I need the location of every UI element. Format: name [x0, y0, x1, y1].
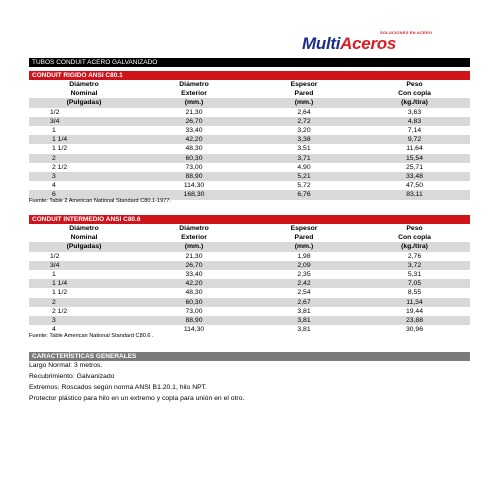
general-line: Recubrimiento: Galvanizado — [29, 373, 115, 380]
brand-tagline: SOLUCIONES EN ACERO — [380, 30, 433, 35]
header-cell: Diámetro — [179, 81, 209, 88]
wall-thickness-cell: 2,09 — [249, 261, 359, 270]
nominal-diameter-cell: 2 — [29, 298, 139, 307]
weight-cell: 3,63 — [407, 108, 422, 116]
brand-name — [302, 34, 396, 54]
header-cell: Exterior — [181, 90, 207, 98]
wall-thickness-cell: 3,38 — [249, 135, 359, 144]
table-header-row — [29, 89, 470, 98]
header-cell: (Pulgadas) — [29, 242, 139, 251]
outer-diameter-cell: 60,30 — [139, 154, 249, 163]
outer-diameter-cell: 168,30 — [139, 190, 249, 199]
table-header-row — [29, 224, 470, 233]
table-row — [29, 298, 470, 307]
table-row — [29, 163, 470, 172]
weight-cell: 30,96 — [405, 326, 423, 334]
table-row — [29, 288, 470, 297]
outer-diameter-cell: 48,30 — [185, 289, 203, 297]
table-row — [29, 172, 470, 181]
header-cell: Espesor — [290, 81, 318, 88]
wall-thickness-cell: 6,76 — [249, 190, 359, 199]
table-header-row — [29, 233, 470, 242]
outer-diameter-cell: 88,90 — [139, 172, 249, 181]
outer-diameter-cell: 88,90 — [139, 316, 249, 325]
weight-cell: 8,55 — [407, 289, 422, 297]
header-cell: (kg./tira) — [359, 242, 470, 251]
header-cell: (Pulgadas) — [29, 98, 139, 107]
nominal-diameter-cell: 1/2 — [50, 108, 60, 116]
wall-thickness-cell: 2,72 — [249, 117, 359, 126]
table-row — [29, 108, 470, 117]
general-line: Largo Normal: 3 metros. — [29, 362, 103, 369]
nominal-diameter-cell: 2 1/2 — [52, 163, 68, 171]
section-heading-general: CARACTERÍSTICAS GENERALES — [29, 352, 470, 361]
header-cell: (kg./tira) — [359, 98, 470, 107]
outer-diameter-cell: 21,30 — [185, 108, 203, 116]
weight-cell: 47,50 — [405, 182, 423, 190]
source-note-rigido: Fuente: Table 2 American National Standard C80.1-1977. — [29, 198, 172, 204]
source-note-intermedio: Fuente: Table American National Standard C80.6 . — [29, 333, 154, 339]
weight-cell: 9,72 — [359, 135, 470, 144]
table-header-row — [29, 98, 470, 107]
table-row — [29, 270, 470, 279]
weight-cell: 23,88 — [359, 316, 470, 325]
brand-logo — [302, 30, 470, 56]
header-cell: (mm.) — [249, 242, 359, 251]
nominal-diameter-cell: 2 — [29, 154, 139, 163]
table-row — [29, 117, 470, 126]
nominal-diameter-cell: 1 1/2 — [52, 145, 68, 153]
general-line: Protector plástico para hilo en un extremo y copla para unión en el otro. — [29, 395, 245, 402]
nominal-diameter-cell: 6 — [29, 190, 139, 199]
outer-diameter-cell: 21,30 — [185, 252, 203, 260]
brand-name-part2: Aceros — [340, 34, 396, 53]
table-row — [29, 181, 470, 190]
table-row — [29, 144, 470, 153]
wall-thickness-cell: 3,81 — [297, 326, 311, 334]
weight-cell: 83,11 — [359, 190, 470, 199]
wall-thickness-cell: 3,20 — [297, 127, 311, 135]
table-row — [29, 135, 470, 144]
outer-diameter-cell: 26,70 — [139, 117, 249, 126]
table-intermedio — [29, 224, 470, 334]
wall-thickness-cell: 1,98 — [297, 252, 311, 260]
nominal-diameter-cell: 2 1/2 — [52, 307, 68, 315]
header-cell: (mm.) — [139, 98, 249, 107]
wall-thickness-cell: 3,71 — [249, 154, 359, 163]
header-cell: Nominal — [70, 90, 98, 98]
header-cell: Diámetro — [69, 225, 99, 232]
weight-cell: 7,14 — [407, 127, 422, 135]
weight-cell: 4,83 — [359, 117, 470, 126]
wall-thickness-cell: 3,81 — [249, 316, 359, 325]
nominal-diameter-cell: 1 — [52, 271, 56, 279]
general-line: Extremos: Roscados según norma ANSI B1.20.1, hilo NPT. — [29, 384, 207, 391]
outer-diameter-cell: 42,20 — [139, 279, 249, 288]
outer-diameter-cell: 114,30 — [183, 326, 205, 334]
table-row — [29, 316, 470, 325]
outer-diameter-cell: 73,00 — [185, 163, 203, 171]
weight-cell: 11,64 — [406, 145, 423, 153]
wall-thickness-cell: 2,54 — [297, 289, 311, 297]
header-cell: Pared — [294, 90, 314, 98]
nominal-diameter-cell: 1 1/4 — [29, 279, 139, 288]
outer-diameter-cell: 73,00 — [185, 307, 203, 315]
wall-thickness-cell: 2,64 — [297, 108, 311, 116]
wall-thickness-cell: 5,21 — [249, 172, 359, 181]
wall-thickness-cell: 2,42 — [249, 279, 359, 288]
weight-cell: 5,31 — [407, 271, 422, 279]
header-cell: Diámetro — [179, 225, 209, 232]
table-row — [29, 261, 470, 270]
nominal-diameter-cell: 1 — [52, 127, 56, 135]
outer-diameter-cell: 26,70 — [139, 261, 249, 270]
table-row — [29, 279, 470, 288]
nominal-diameter-cell: 4 — [52, 182, 56, 190]
weight-cell: 3,72 — [359, 261, 470, 270]
table-header-row — [29, 242, 470, 251]
weight-cell: 11,34 — [359, 298, 470, 307]
header-cell: Peso — [406, 225, 423, 232]
brand-name-part1: Multi — [302, 34, 341, 53]
table-rigido — [29, 80, 470, 200]
header-cell: Diámetro — [69, 81, 99, 88]
nominal-diameter-cell: 3 — [29, 172, 139, 181]
section-heading-intermedio: CONDUIT INTERMEDIO ANSI C80.6 — [29, 215, 470, 224]
weight-cell: 15,54 — [359, 154, 470, 163]
table-row — [29, 154, 470, 163]
header-cell: Espesor — [290, 225, 318, 232]
table-row — [29, 126, 470, 135]
header-cell: Pared — [294, 234, 314, 242]
header-cell: (mm.) — [249, 98, 359, 107]
outer-diameter-cell: 42,20 — [139, 135, 249, 144]
nominal-diameter-cell: 3/4 — [29, 261, 139, 270]
wall-thickness-cell: 3,51 — [297, 145, 311, 153]
wall-thickness-cell: 3,81 — [297, 307, 311, 315]
outer-diameter-cell: 33,40 — [185, 127, 203, 135]
header-cell: Con copla — [398, 234, 431, 242]
weight-cell: 25,71 — [405, 163, 423, 171]
nominal-diameter-cell: 1/2 — [50, 252, 60, 260]
nominal-diameter-cell: 1 1/2 — [52, 289, 68, 297]
wall-thickness-cell: 5,72 — [297, 182, 311, 190]
header-cell: Con copla — [398, 90, 431, 98]
header-cell: Nominal — [70, 234, 98, 242]
nominal-diameter-cell: 3/4 — [29, 117, 139, 126]
weight-cell: 19,44 — [405, 307, 423, 315]
nominal-diameter-cell: 1 1/4 — [29, 135, 139, 144]
header-cell: Exterior — [181, 234, 207, 242]
table-row — [29, 307, 470, 316]
wall-thickness-cell: 2,67 — [249, 298, 359, 307]
nominal-diameter-cell: 4 — [52, 326, 56, 334]
outer-diameter-cell: 60,30 — [139, 298, 249, 307]
weight-cell: 7,05 — [359, 279, 470, 288]
section-heading-rigido: CONDUIT RIGIDO ANSI C80.1 — [29, 71, 470, 80]
header-cell: Peso — [406, 81, 423, 88]
weight-cell: 2,76 — [407, 252, 422, 260]
nominal-diameter-cell: 3 — [29, 316, 139, 325]
weight-cell: 33,48 — [359, 172, 470, 181]
wall-thickness-cell: 2,35 — [297, 271, 311, 279]
outer-diameter-cell: 48,30 — [185, 145, 203, 153]
header-cell: (mm.) — [139, 242, 249, 251]
outer-diameter-cell: 33,40 — [185, 271, 203, 279]
outer-diameter-cell: 114,30 — [183, 182, 205, 190]
table-header-row — [29, 80, 470, 89]
page-title: TUBOS CONDUIT ACERO GALVANIZADO — [29, 58, 470, 67]
wall-thickness-cell: 4,90 — [297, 163, 311, 171]
table-row — [29, 252, 470, 261]
